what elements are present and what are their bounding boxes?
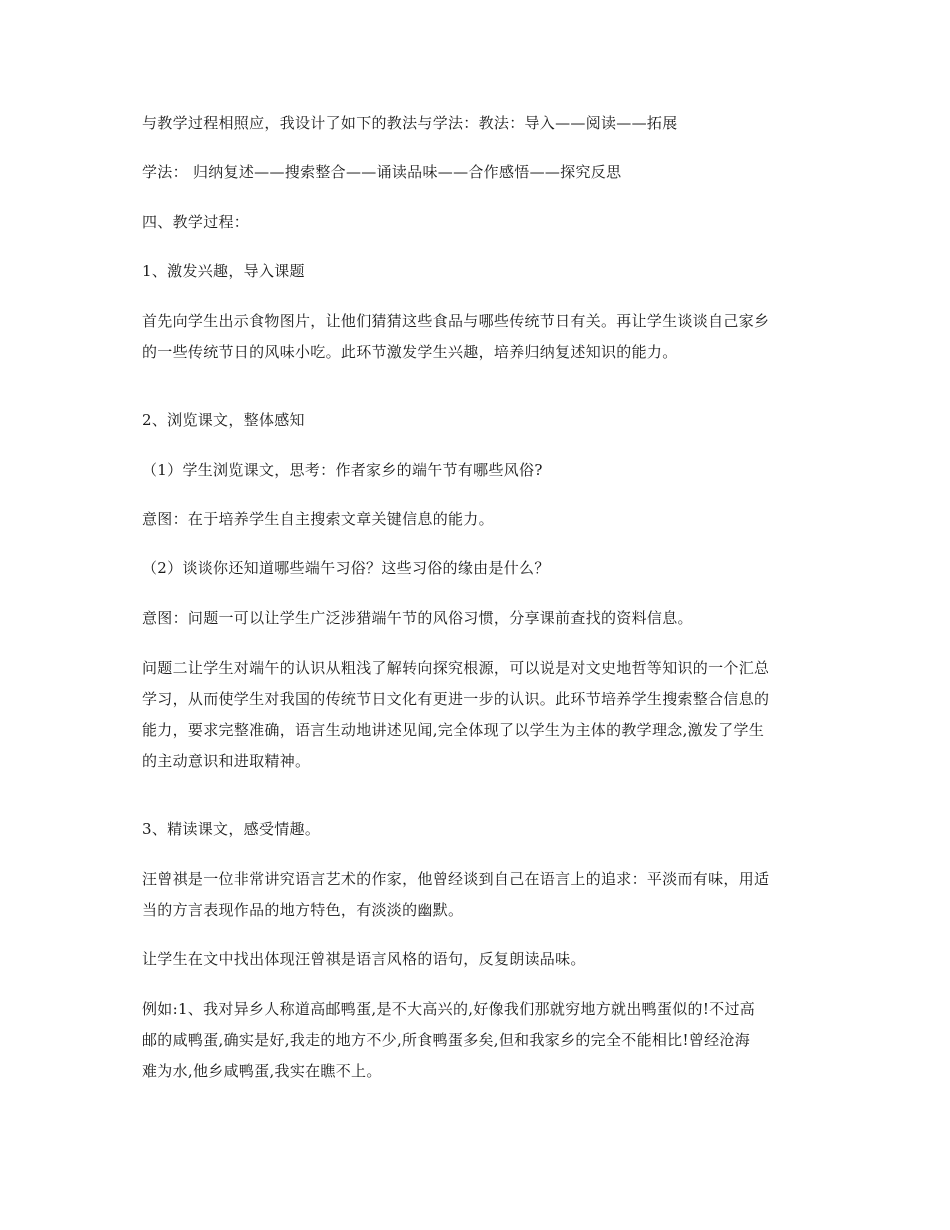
paragraph-line: 汪曾祺是一位非常讲究语言艺术的作家，他曾经谈到自己在语言上的追求：平淡而有味，用适 (142, 870, 770, 888)
step1-heading: 1、激发兴趣，导入课题 (142, 262, 305, 280)
paragraph-line: 例如:1、我对异乡人称道高邮鸭蛋,是不大高兴的,好像我们那就穷地方就出鸭蛋似的!不过高 (142, 1000, 756, 1018)
example-paragraph (142, 994, 812, 1087)
intent-2: 意图：问题一可以让学生广泛涉猎端午节的风俗习惯，分享课前查找的资料信息。 (142, 609, 693, 627)
paragraph-line: 首先向学生出示食物图片，让他们猜猜这些食品与哪些传统节日有关。再让学生谈谈自己家乡 (142, 312, 770, 330)
learning-methods-line: 学法： 归纳复述——搜索整合——诵读品味——合作感悟——探究反思 (142, 163, 622, 181)
paragraph-line: 的主动意识和进取精神。 (142, 752, 311, 770)
teaching-methods-line: 与教学过程相照应，我设计了如下的教法与学法：教法：导入——阅读——拓展 (142, 114, 678, 132)
intent-1: 意图：在于培养学生自主搜索文章关键信息的能力。 (142, 510, 494, 528)
question-2-paragraph (142, 653, 812, 777)
question-2: （2）谈谈你还知道哪些端午习俗？这些习俗的缘由是什么？ (142, 559, 550, 577)
step3-heading: 3、精读课文，感受情趣。 (142, 820, 321, 838)
step1-paragraph (142, 306, 812, 368)
find-sentences-line: 让学生在文中找出体现汪曾祺是语言风格的语句，反复朗读品味。 (142, 950, 586, 968)
paragraph-line: 邮的咸鸭蛋,确实是好,我走的地方不少,所食鸭蛋多矣,但和我家乡的完全不能相比!曾经沧海 (142, 1031, 751, 1049)
paragraph-line: 难为水,他乡咸鸭蛋,我实在瞧不上。 (142, 1062, 382, 1080)
paragraph-line: 当的方言表现作品的地方特色，有淡淡的幽默。 (142, 901, 464, 919)
wang-zengqi-paragraph (142, 864, 812, 926)
step2-heading: 2、浏览课文，整体感知 (142, 411, 305, 429)
question-1: （1）学生浏览课文，思考：作者家乡的端午节有哪些风俗? (142, 461, 543, 479)
paragraph-line: 的一些传统节日的风味小吃。此环节激发学生兴趣，培养归纳复述知识的能力。 (142, 343, 678, 361)
paragraph-line: 能力，要求完整准确，语言生动地讲述见闻,完全体现了以学生为主体的教学理念,激发了学生 (142, 721, 765, 739)
paragraph-line: 问题二让学生对端午的认识从粗浅了解转向探究根源，可以说是对文史地哲等知识的一个汇总 (142, 659, 770, 677)
section-heading-teaching-process: 四、教学过程： (142, 213, 250, 231)
paragraph-line: 学习，从而使学生对我国的传统节日文化有更进一步的认识。此环节培养学生搜索整合信息的 (142, 690, 770, 708)
